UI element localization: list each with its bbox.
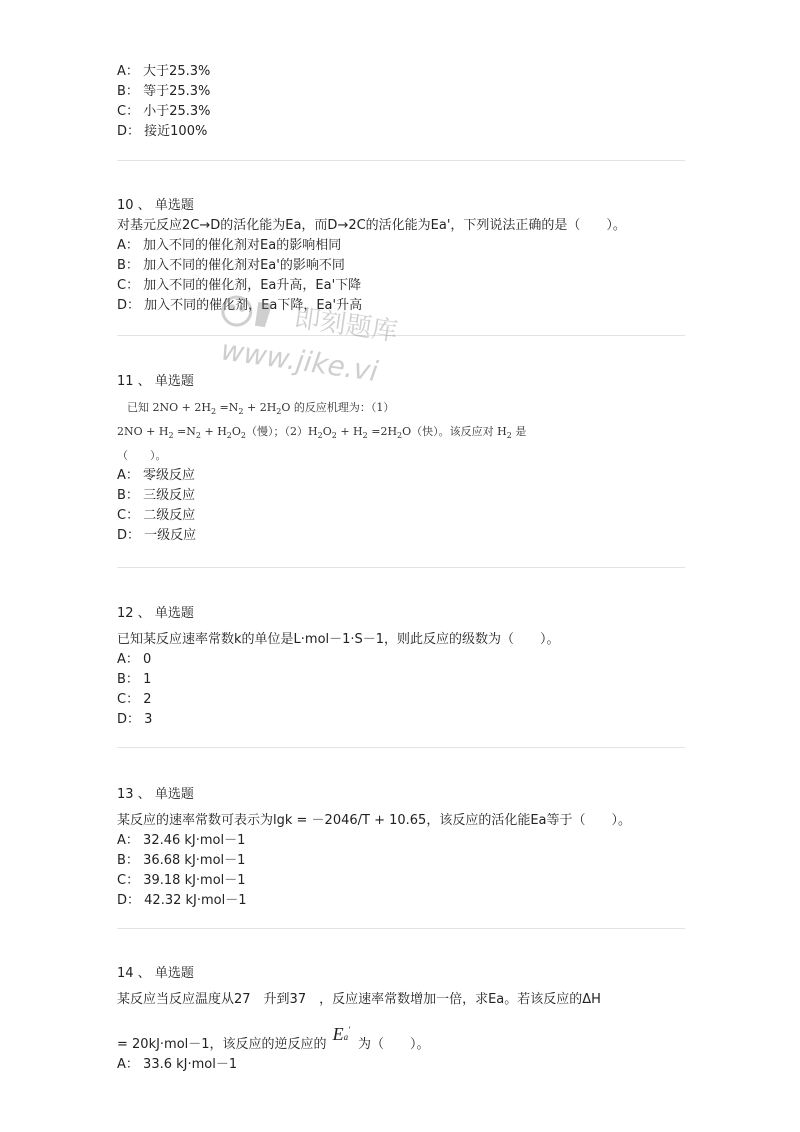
watermark-brand: 即刻题库 [292,303,400,348]
option-c[interactable]: C： 二级反应 [117,508,196,524]
option-d[interactable]: D： 一级反应 [117,528,197,544]
option-a[interactable]: A： 0 [117,652,152,667]
option-d[interactable]: D： 42.32 kJ·mol－1 [117,893,247,908]
divider [117,928,685,929]
option-b[interactable]: B： 等于25.3% [117,84,211,99]
question-stem-line-3: （ ）。 [117,449,167,463]
option-c[interactable]: C： 2 [117,692,152,707]
question-header: 12 、 单选题 [117,606,194,621]
panda-logo-icon [214,288,279,336]
question-stem-line-1: 已知 $2NO + 2H_2 =N_2 + 2H_2O$ 的反应机理为：（1） [127,401,395,417]
option-b[interactable]: B： 加入不同的催化剂对Ea'的影响不同 [117,258,345,273]
option-b[interactable]: B： 1 [117,672,152,687]
question-stem: 对基元反应2C→D的活化能为Ea，而D→2C的活化能为Ea'，下列说法正确的是（ ）。 [117,218,626,233]
option-c[interactable]: C： 小于25.3% [117,104,211,119]
option-a[interactable]: A： 32.46 kJ·mol－1 [117,833,246,848]
question-header: 13 、 单选题 [117,787,194,802]
option-c[interactable]: C： 39.18 kJ·mol－1 [117,873,246,888]
question-stem-line-2: $2NO + H_2 =N_2 + H_2O_2$（慢）；$(2)H_2O_2 + H_2 =2H_2O$（快）。该反应对 $H_2$ 是 [117,425,527,441]
question-9 [117,62,685,142]
option-a[interactable]: A： 大于25.3% [117,64,211,79]
question-14 [117,964,685,1075]
question-stem: 某反应的速率常数可表示为lgk = －2046/T + 10.65，该反应的活化能Ea等于（ ）。 [117,813,632,828]
ea-prime-symbol: Ea' [332,1024,350,1044]
option-a[interactable]: A： 加入不同的催化剂对Ea的影响相同 [117,238,342,253]
question-stem: 已知某反应速率常数k的单位是L·mol－1·S－1，则此反应的级数为（ ）。 [117,632,560,647]
watermark-url: www.jike.vi [218,333,381,389]
question-10 [117,196,685,316]
question-stem-line-2: = 20kJ·mol－1，该反应的逆反应的Ea'为（ ）。 [117,1028,685,1055]
question-12 [117,604,685,730]
divider [117,747,685,748]
option-a[interactable]: A： 零级反应 [117,468,196,484]
divider [117,567,685,568]
option-d[interactable]: D： 加入不同的催化剂，Ea下降，Ea'升高 [117,298,363,313]
question-13 [117,785,685,911]
option-a[interactable]: A： 33.6 kJ·mol－1 [117,1057,238,1072]
divider [117,160,685,161]
option-d[interactable]: D： 接近100% [117,124,208,139]
question-header: 10 、 单选题 [117,198,194,213]
option-b[interactable]: B： 36.68 kJ·mol－1 [117,853,246,868]
question-stem-line-1: 某反应当反应温度从27 升到37 ，反应速率常数增加一倍，求Ea。若该反应的ΔH [117,992,601,1007]
question-header: 14 、 单选题 [117,966,194,981]
option-d[interactable]: D： 3 [117,712,153,727]
question-header: 11 、 单选题 [117,374,194,389]
option-c[interactable]: C： 加入不同的催化剂，Ea升高，Ea'下降 [117,278,362,293]
option-b[interactable]: B： 三级反应 [117,488,196,504]
